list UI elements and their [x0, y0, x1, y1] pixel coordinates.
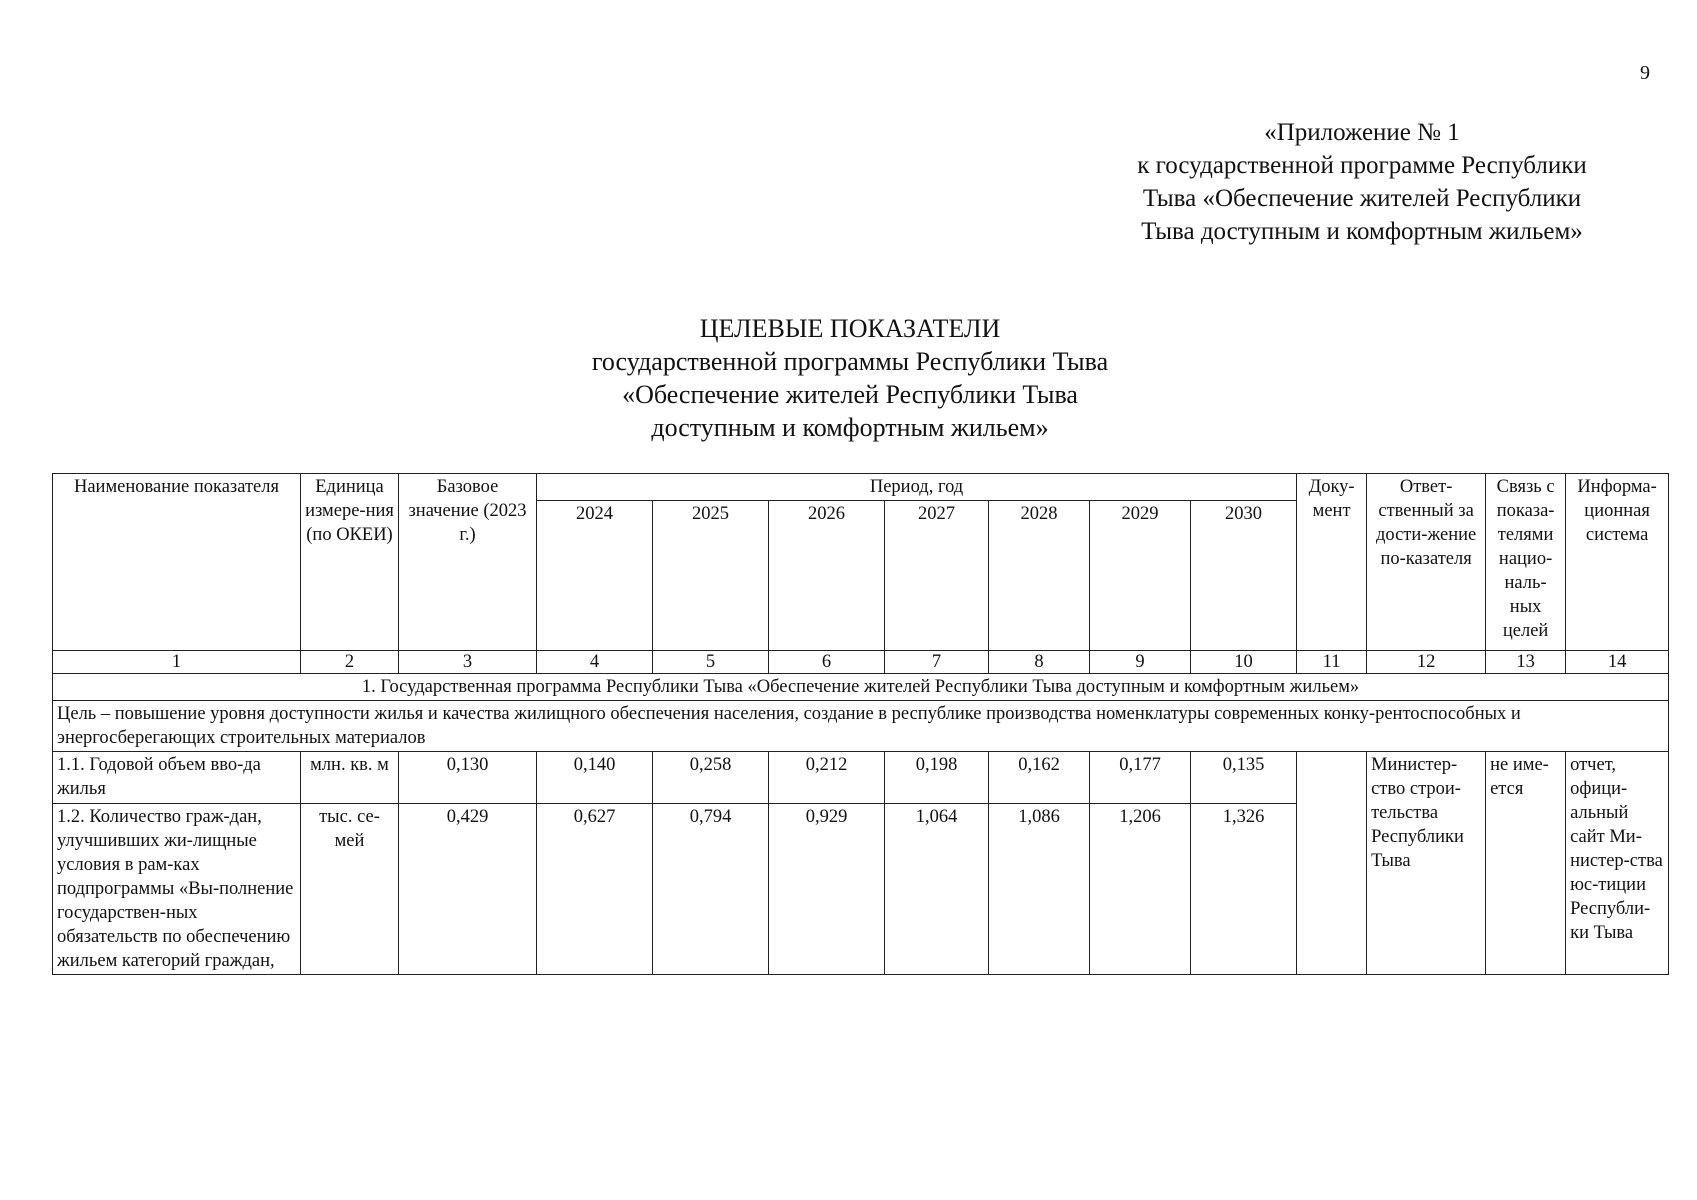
- column-number: 12: [1367, 651, 1486, 674]
- year-value: 0,140: [537, 752, 653, 804]
- year-value: 1,326: [1191, 804, 1297, 975]
- base-value: 0,429: [399, 804, 537, 975]
- year-value: 1,064: [885, 804, 989, 975]
- year-value: 0,794: [653, 804, 769, 975]
- title-line: доступным и комфортным жильем»: [651, 413, 1049, 442]
- year-value: 0,177: [1090, 752, 1191, 804]
- info-system-cell: отчет, офици-альный сайт Ми-нистер-ства юс-тиции Республи-ки Тыва: [1566, 752, 1669, 975]
- title-line: «Обеспечение жителей Республики Тыва: [622, 380, 1078, 409]
- column-number-row: [53, 651, 1669, 674]
- appendix-line: Тыва «Обеспечение жителей Республики: [1142, 185, 1582, 212]
- year-value: 0,929: [769, 804, 885, 975]
- header-period: Период, год: [537, 474, 1297, 501]
- goal-text: Цель – повышение уровня доступности жилья и качества жилищного обеспечения населения, создание в республике производства номенклатуры современных конку-рентоспособных и энергосберегающих строительных материалов: [53, 701, 1669, 752]
- column-number: 4: [537, 651, 653, 674]
- header-year: 2024: [537, 501, 653, 651]
- column-number: 6: [769, 651, 885, 674]
- base-value: 0,130: [399, 752, 537, 804]
- national-goals-link-cell: не име-ется: [1486, 752, 1566, 975]
- header-year: 2027: [885, 501, 989, 651]
- year-value: 0,162: [989, 752, 1090, 804]
- indicator-unit: млн. кв. м: [301, 752, 399, 804]
- column-number: 7: [885, 651, 989, 674]
- table-row: [53, 752, 1669, 804]
- column-number: 9: [1090, 651, 1191, 674]
- year-value: 0,627: [537, 804, 653, 975]
- header-name: Наименование показателя: [53, 474, 301, 651]
- indicators-table: [52, 473, 1669, 975]
- column-number: 14: [1566, 651, 1669, 674]
- year-value: 0,198: [885, 752, 989, 804]
- title-line: государственной программы Республики Тыва: [591, 347, 1109, 376]
- title-line: ЦЕЛЕВЫЕ ПОКАЗАТЕЛИ: [699, 314, 1001, 343]
- year-value: 1,206: [1090, 804, 1191, 975]
- indicator-name: 1.2. Количество граж-дан, улучшивших жи-лищные условия в рам-ках подпрограммы «Вы-полнение государствен-ных обязательств по обеспечению жильем категорий граждан,: [53, 804, 301, 975]
- document-cell: [1297, 752, 1367, 975]
- header-unit: Единица измере-ния (по ОКЕИ): [301, 474, 399, 651]
- appendix-line: Тыва доступным и комфортным жильем»: [1141, 218, 1583, 245]
- column-number: 10: [1191, 651, 1297, 674]
- year-value: 0,258: [653, 752, 769, 804]
- page-number: 9: [1640, 62, 1650, 84]
- header-year: 2028: [989, 501, 1090, 651]
- goal-row: [53, 701, 1669, 752]
- column-number: 11: [1297, 651, 1367, 674]
- indicator-name: 1.1. Годовой объем вво-да жилья: [53, 752, 301, 804]
- header-year: 2026: [769, 501, 885, 651]
- document-title: [320, 312, 1380, 444]
- section-row: [53, 674, 1669, 701]
- indicator-unit: тыс. се-мей: [301, 804, 399, 975]
- header-base-value: Базовое значение (2023 г.): [399, 474, 537, 651]
- column-number: 1: [53, 651, 301, 674]
- header-year: 2025: [653, 501, 769, 651]
- appendix-line: к государственной программе Республики: [1137, 152, 1587, 179]
- header-document: Доку-мент: [1297, 474, 1367, 651]
- column-number: 2: [301, 651, 399, 674]
- column-number: 8: [989, 651, 1090, 674]
- year-value: 0,135: [1191, 752, 1297, 804]
- responsible-cell: Министер-ство строи-тельства Республики Тыва: [1367, 752, 1486, 975]
- header-year: 2030: [1191, 501, 1297, 651]
- column-number: 3: [399, 651, 537, 674]
- column-number: 5: [653, 651, 769, 674]
- header-info-system: Информа-ционная система: [1566, 474, 1669, 651]
- header-national-goals-link: Связь с показа-телями нацио-наль-ных целей: [1486, 474, 1566, 651]
- header-year: 2029: [1090, 501, 1191, 651]
- year-value: 1,086: [989, 804, 1090, 975]
- column-number: 13: [1486, 651, 1566, 674]
- section-title: 1. Государственная программа Республики Тыва «Обеспечение жителей Республики Тыва доступным и комфортным жильем»: [53, 674, 1669, 701]
- header-responsible: Ответ-ственный за дости-жение по-казателя: [1367, 474, 1486, 651]
- appendix-reference: [1082, 116, 1642, 248]
- year-value: 0,212: [769, 752, 885, 804]
- appendix-line: «Приложение № 1: [1264, 119, 1460, 146]
